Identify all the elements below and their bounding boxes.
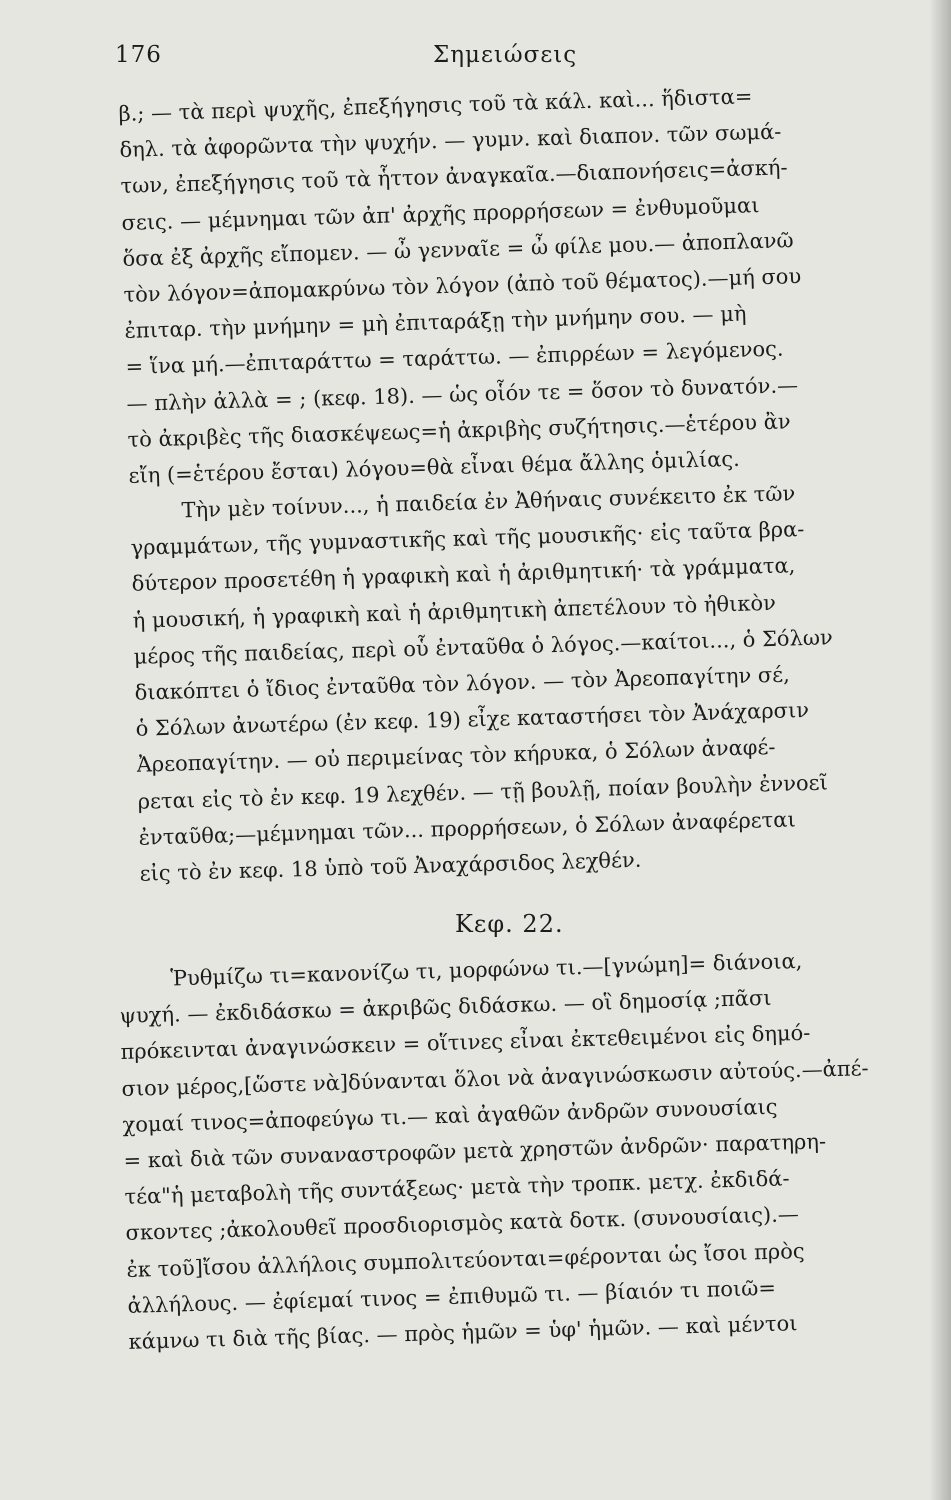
text-line: μέρος τῆς παιδείας, περὶ οὗ ἐνταῦθα ὁ λόγος.—καίτοι..., ὁ Σόλων	[133, 625, 834, 669]
chapter-heading: Κεφ. 22.	[455, 910, 564, 938]
text-line: σεις. — μέμνημαι τῶν ἀπ' ἀρχῆς προρρήσεων = ἐνθυμοῦμαι	[121, 192, 760, 235]
text-line: γραμμάτων, τῆς γυμναστικῆς καὶ τῆς μουσικῆς· εἰς ταῦτα βρα-	[130, 517, 805, 561]
text-line: τὸ ἀκριβὲς τῆς διασκέψεως=ἡ ἀκριβὴς συζήτησις.—ἑτέρου ἂν	[127, 409, 791, 452]
notes-before-chapter	[118, 74, 930, 892]
text-line: ψυχή. — ἐκδιδάσκω = ἀκριβῶς διδάσκω. — οἳ δημοσίᾳ ;πᾶσι	[119, 985, 772, 1029]
running-head: Σημειώσεις	[433, 42, 578, 68]
text-line: ἐκ τοῦ]ἴσου ἀλλήλοις συμπολιτεύονται=φέρονται ὡς ἴσοι πρὸς	[126, 1238, 805, 1282]
text-line: διακόπτει ὁ ἴδιος ἐνταῦθα τὸν λόγον. — τὸν Ἀρεοπαγίτην σέ,	[134, 662, 791, 705]
text-line: δηλ. τὰ ἀφορῶντα τὴν ψυχήν. — γυμν. καὶ διαπον. τῶν σωμά-	[119, 119, 782, 163]
text-line: ὁ Σόλων ἀνωτέρω (ἐν κεφ. 19) εἶχε καταστήσει τὸν Ἀνάχαρσιν	[135, 698, 810, 741]
text-line: ἐπιταρ. τὴν μνήμην = μὴ ἐπιταράξῃ τὴν μνήμην σου. — μὴ	[124, 301, 747, 344]
text-line: τέα"ἡ μεταβολὴ τῆς συντάξεως· μετὰ τὴν τροπκ. μετχ. ἐκδιδά-	[124, 1166, 790, 1210]
page-edge-shadow	[929, 0, 951, 1500]
page-number: 176	[115, 42, 162, 68]
chapter-heading-block	[455, 910, 655, 938]
text-line: ἀλλήλους. — ἐφίεμαί τινος = ἐπιθυμῶ τι. — βίαιόν τι ποιῶ=	[127, 1275, 777, 1318]
text-line: πρόκεινται ἀναγινώσκειν = οἵτινες εἶναι ἐκτεθειμένοι εἰς δημό-	[120, 1021, 811, 1065]
paragraph-start-line: Ῥυθμίζω τι=κανονίζω τι, μορφώνω τι.—[γνώμη]= διάνοια,	[170, 948, 803, 991]
text-line: εἴη (=ἑτέρου ἔσται) λόγου=θὰ εἶναι θέμα ἄλλης ὁμιλίας.	[128, 446, 741, 488]
text-line: κάμνω τι διὰ τῆς βίας. — πρὸς ἡμῶν = ὑφ' ἡμῶν. — καὶ μέντοι	[128, 1311, 798, 1354]
text-line: σκοντες ;ἀκολουθεῖ προσδιορισμὸς κατὰ δοτκ. (συνουσίαις).—	[125, 1202, 800, 1246]
text-line: ἡ μουσική, ἡ γραφικὴ καὶ ἡ ἀριθμητικὴ ἀπετέλουν τὸ ἠθικὸν	[132, 590, 777, 633]
text-line: = ἵνα μή.—ἐπιταράττω = ταράττω. — ἐπιρρέων = λεγόμενος.	[125, 336, 784, 380]
text-line: Ἀρεοπαγίτην. — οὐ περιμείνας τὸν κήρυκα, ὁ Σόλων ἀναφέ-	[136, 735, 776, 778]
text-line: εἰς τὸ ἐν κεφ. 18 ὑπὸ τοῦ Ἀναχάρσιδος λεχθέν.	[139, 847, 642, 886]
page-header	[115, 42, 875, 76]
text-line: των, ἐπεξήγησις τοῦ τὰ ἧττον ἀναγκαῖα.—διαπονήσεις=ἀσκή-	[120, 155, 788, 199]
text-line: — πλὴν ἀλλὰ = ; (κεφ. 18). — ὡς οἷόν τε = ὅσον τὸ δυνατόν.—	[126, 372, 799, 416]
text-line: ρεται εἰς τὸ ἐν κεφ. 19 λεχθέν. — τῇ βουλῇ, ποίαν βουλὴν ἐννοεῖ	[137, 770, 829, 814]
text-line: δύτερον προσετέθη ἡ γραφικὴ καὶ ἡ ἀριθμητική· τὰ γράμματα,	[131, 553, 796, 597]
text-line: ὅσα ἐξ ἀρχῆς εἴπομεν. — ὦ γενναῖε = ὦ φίλε μου.— ἀποπλανῶ	[122, 227, 794, 271]
text-line: χομαί τινος=ἀποφεύγω τι.— καὶ ἀγαθῶν ἀνδρῶν συνουσίαις	[122, 1094, 778, 1137]
notes-after-chapter	[118, 940, 919, 1360]
text-line: ἐνταῦθα;—μέμνημαι τῶν... προρρήσεων, ὁ Σόλων ἀναφέρεται	[138, 807, 796, 850]
text-line: σιον μέρος,[ὥστε νὰ]δύνανται ὅλοι νὰ ἀναγινώσκωσιν αὐτούς.—ἀπέ-	[121, 1055, 869, 1101]
text-line: β.; — τὰ περὶ ψυχῆς, ἐπεξήγησις τοῦ τὰ κάλ. καὶ... ἥδιστα=	[118, 84, 753, 126]
text-line: = καὶ διὰ τῶν συναναστροφῶν μετὰ χρηστῶν ἀνδρῶν· παρατηρη-	[123, 1129, 827, 1173]
paragraph-start-line: Τὴν μὲν τοίνυν..., ἡ παιδεία ἐν Ἀθήναις συνέκειτο ἐκ τῶν	[181, 481, 796, 523]
text-line: τὸν λόγον=ἀπομακρύνω τὸν λόγον (ἀπὸ τοῦ θέματος).—μή σου	[123, 263, 802, 307]
